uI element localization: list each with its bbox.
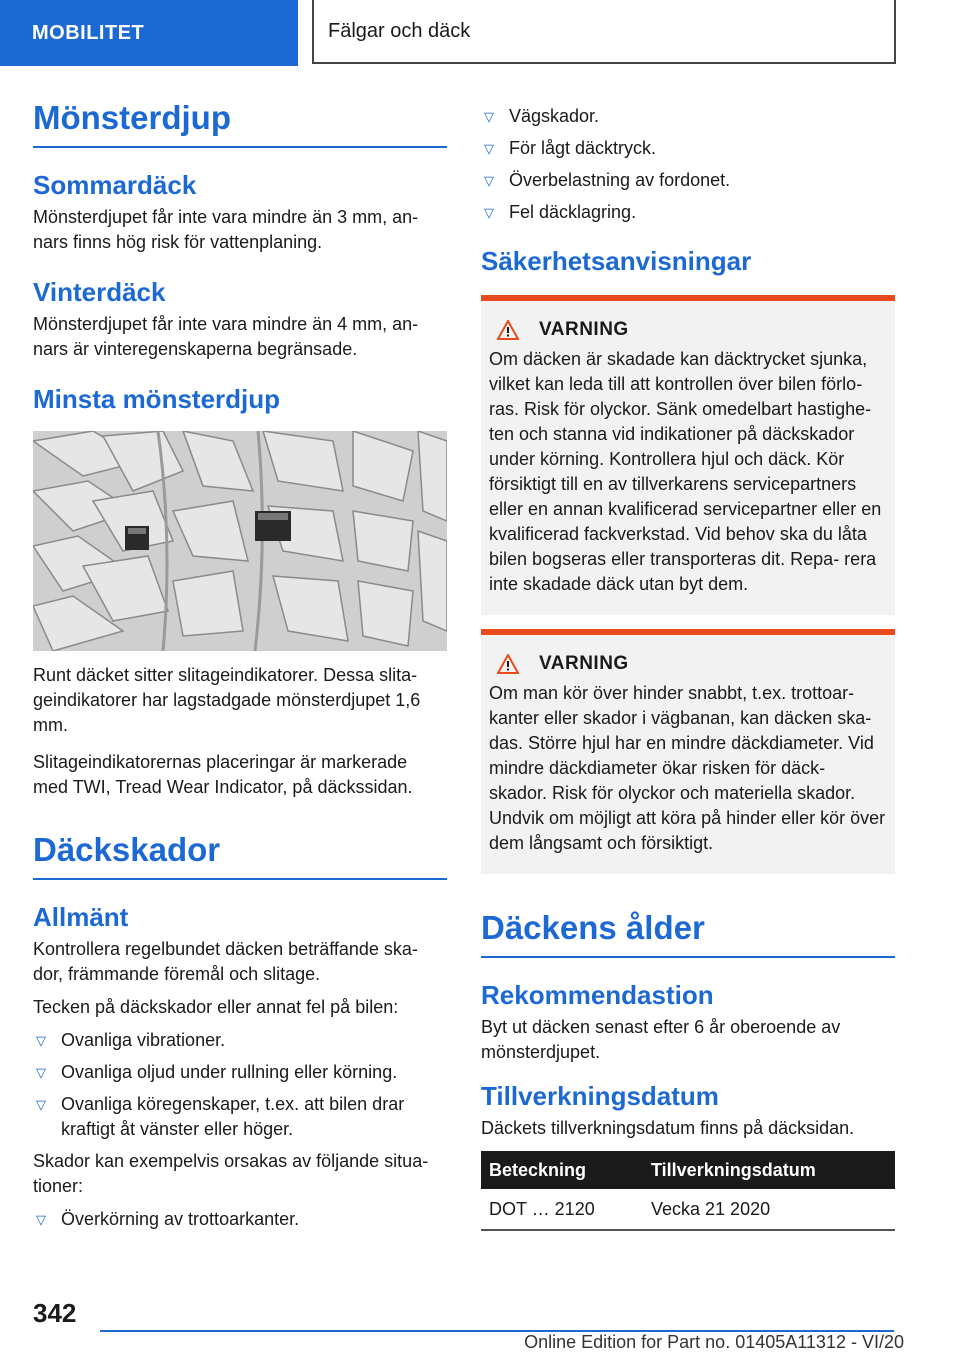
title-tire-damage: Däckskador xyxy=(33,830,447,880)
heading-summer: Sommardäck xyxy=(33,169,197,200)
dot-table xyxy=(481,1151,895,1231)
table-cell: Vecka 21 2020 xyxy=(643,1189,895,1230)
table-header: Tillverkningsdatum xyxy=(643,1151,895,1189)
table-cell: DOT … 2120 xyxy=(481,1189,643,1230)
title-tread-depth: Mönsterdjup xyxy=(33,98,447,148)
left-column xyxy=(33,98,447,1239)
warning-box xyxy=(481,629,895,874)
tire-tread-image xyxy=(33,431,447,651)
warning-icon xyxy=(497,320,519,340)
triangle-bullet-icon: ▽ xyxy=(484,205,494,220)
triangle-bullet-icon: ▽ xyxy=(36,1032,46,1048)
triangle-bullet-icon: ▽ xyxy=(36,1064,46,1080)
causes-intro: Skador kan exempelvis orsakas av följande situa‐ tioner: xyxy=(33,1150,429,1196)
summer-text: Mönsterdjupet får inte vara mindre än 3 mm, an‐ nars finns hög risk för vattenplaning. xyxy=(33,206,419,252)
heading-general: Allmänt xyxy=(33,901,129,932)
list-item: ▽ Överbelastning av fordonet. xyxy=(481,168,895,193)
triangle-bullet-icon: ▽ xyxy=(484,173,494,188)
heading-manufacture-date: Tillverkningsdatum xyxy=(481,1080,719,1111)
table-row xyxy=(481,1189,895,1230)
list-item: ▽ Vägskador. xyxy=(481,104,895,129)
list-item: ▽ Ovanliga vibrationer. xyxy=(33,1028,447,1053)
warning-text: Om däcken är skadade kan däcktrycket sjunka, vilket kan leda till att kontrollen över bilen förlo‐ ras. Risk för olyckor. Sänk omedelbart hastighe‐ ten och stanna vid indikationer på däckskador under körning. Kontrollera hjul och däck. Kör försiktigt till en av tillverkarens servicepartners eller en annan kvalificerad servicepartner eller en kvalificerad fackverkstad. Vid behov ska du låta bilen bogseras eller transporteras dit. Repa‐ rera inte skadade däck utan byt dem. xyxy=(489,349,882,595)
list-item: ▽ Ovanliga oljud under rullning eller körning. xyxy=(33,1060,447,1085)
warning-text: Om man kör över hinder snabbt, t.ex. trottoar‐ kanter eller skador i vägbanan, kan däcken ska‐ das. Större hjul har en mindre däckdiameter. Vid mindre däckdiameter ökar risken för däck‐ skador. Risk för olyckor och materiella skador. Undvik om möjligt att köra på hinder eller kör över dem långsamt och försiktigt. xyxy=(489,683,886,854)
title-tire-age: Däckens ålder xyxy=(481,908,895,958)
manufacture-date-text: Däckets tillverkningsdatum finns på däcksidan. xyxy=(481,1118,855,1139)
winter-text: Mönsterdjupet får inte vara mindre än 4 mm, an‐ nars är vinteregenskaperna begränsade. xyxy=(33,313,419,359)
wear-indicator-1 xyxy=(125,526,149,550)
triangle-bullet-icon: ▽ xyxy=(484,109,494,124)
list-item: ▽ Fel däcklagring. xyxy=(481,200,895,225)
list-item: ▽ Ovanliga köregenskaper, t.ex. att bilen drar kraftigt åt vänster eller höger. xyxy=(36,1093,405,1139)
edition-text: Online Edition for Part no. 01405A11312 - VI/20 xyxy=(524,1332,904,1352)
heading-min-depth: Minsta mönsterdjup xyxy=(33,383,281,414)
warning-box xyxy=(481,295,895,615)
triangle-bullet-icon: ▽ xyxy=(36,1096,46,1112)
warning-icon xyxy=(497,654,519,674)
causes-list xyxy=(33,1207,447,1232)
table-header: Beteckning xyxy=(481,1151,643,1189)
page-number: 342 xyxy=(33,1298,77,1328)
general-text: Kontrollera regelbundet däcken beträffande ska‐ dor, främmande föremål och slitage. xyxy=(33,938,418,984)
twi-text: Slitageindikatorernas placeringar är markerade med TWI, Tread Wear Indicator, på däckssidan. xyxy=(33,752,413,798)
recommendation-text: Byt ut däcken senast efter 6 år oberoende av mönsterdjupet. xyxy=(481,1016,841,1062)
heading-recommendation: Rekommendastion xyxy=(481,979,714,1010)
list-item: ▽ Överkörning av trottoarkanter. xyxy=(33,1207,447,1232)
heading-safety: Säkerhetsanvisningar xyxy=(481,246,752,276)
right-column xyxy=(481,104,895,1231)
causes-list-continued xyxy=(481,104,895,225)
triangle-bullet-icon: ▽ xyxy=(36,1211,46,1227)
wear-indicator-text: Runt däcket sitter slitageindikatorer. Dessa slita‐ geindikatorer har lagstadgade mönsterdjupet 1,6 mm. xyxy=(33,665,421,736)
heading-winter: Vinterdäck xyxy=(33,276,166,307)
section-tab: MOBILITET xyxy=(0,0,298,66)
wear-indicator-2 xyxy=(255,511,291,541)
warning-title: VARNING xyxy=(539,319,629,341)
signs-list xyxy=(33,1028,447,1142)
page-header xyxy=(0,0,960,66)
list-item: ▽ För lågt däcktryck. xyxy=(481,136,895,161)
warning-title: VARNING xyxy=(539,653,629,675)
triangle-bullet-icon: ▽ xyxy=(484,141,494,156)
topic-tab: Fälgar och däck xyxy=(312,0,896,64)
signs-intro: Tecken på däckskador eller annat fel på bilen: xyxy=(33,996,399,1017)
